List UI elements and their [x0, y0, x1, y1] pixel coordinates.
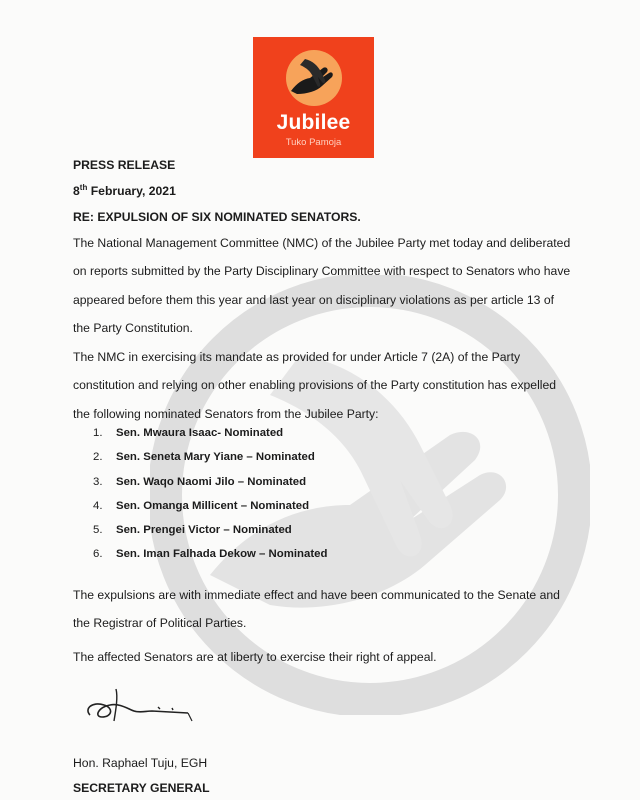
logo-brand-name: Jubilee: [276, 111, 351, 134]
date-rest: February, 2021: [87, 184, 176, 199]
signatory-title: SECRETARY GENERAL: [73, 781, 210, 795]
paragraph-nmc-meeting: The National Management Committee (NMC) of the Jubilee Party met today and deliberated on reports submitted by the Party Disciplinary Committee with respect to Senators who have appeared before them this year and last year on disciplinary violations as per article 13 of the Party Constitution.: [73, 236, 571, 335]
list-item: 4. Sen. Omanga Millicent – Nominated: [93, 499, 310, 512]
paragraph-right-of-appeal: The affected Senators are at liberty to exercise their right of appeal.: [73, 650, 437, 664]
list-item: 3. Sen. Waqo Naomi Jilo – Nominated: [93, 475, 307, 488]
senators-list: [93, 427, 327, 573]
list-item: 1. Sen. Mwaura Isaac- Nominated: [93, 427, 284, 439]
signatory-name: Hon. Raphael Tuju, EGH: [73, 756, 208, 770]
paragraph-immediate-effect: The expulsions are with immediate effect and have been communicated to the Senate and the Registrar of Political Parties.: [73, 588, 560, 631]
logo-tagline: Tuko Pamoja: [285, 137, 342, 148]
date-suffix: th: [79, 183, 88, 192]
list-item: 5. Sen. Prengei Victor – Nominated: [93, 524, 292, 537]
signature-icon: [80, 683, 210, 733]
document-heading: PRESS RELEASE: [73, 158, 176, 172]
date-day: 8: [73, 184, 80, 199]
list-item: 2. Sen. Seneta Mary Yiane – Nominated: [93, 451, 315, 464]
clasped-hands-icon: [285, 49, 343, 107]
paragraph-expulsion-mandate: The NMC in exercising its mandate as provided for under Article 7 (2A) of the Party constitution and relying on other enabling provisions of the Party constitution has expelled the following nominated Senators from the Jubilee Party:: [73, 350, 557, 421]
release-date: [73, 183, 176, 198]
subject-line: RE: EXPULSION OF SIX NOMINATED SENATORS.: [73, 210, 361, 224]
list-item: 6. Sen. Iman Falhada Dekow – Nominated: [93, 548, 328, 561]
jubilee-logo: [253, 37, 374, 158]
